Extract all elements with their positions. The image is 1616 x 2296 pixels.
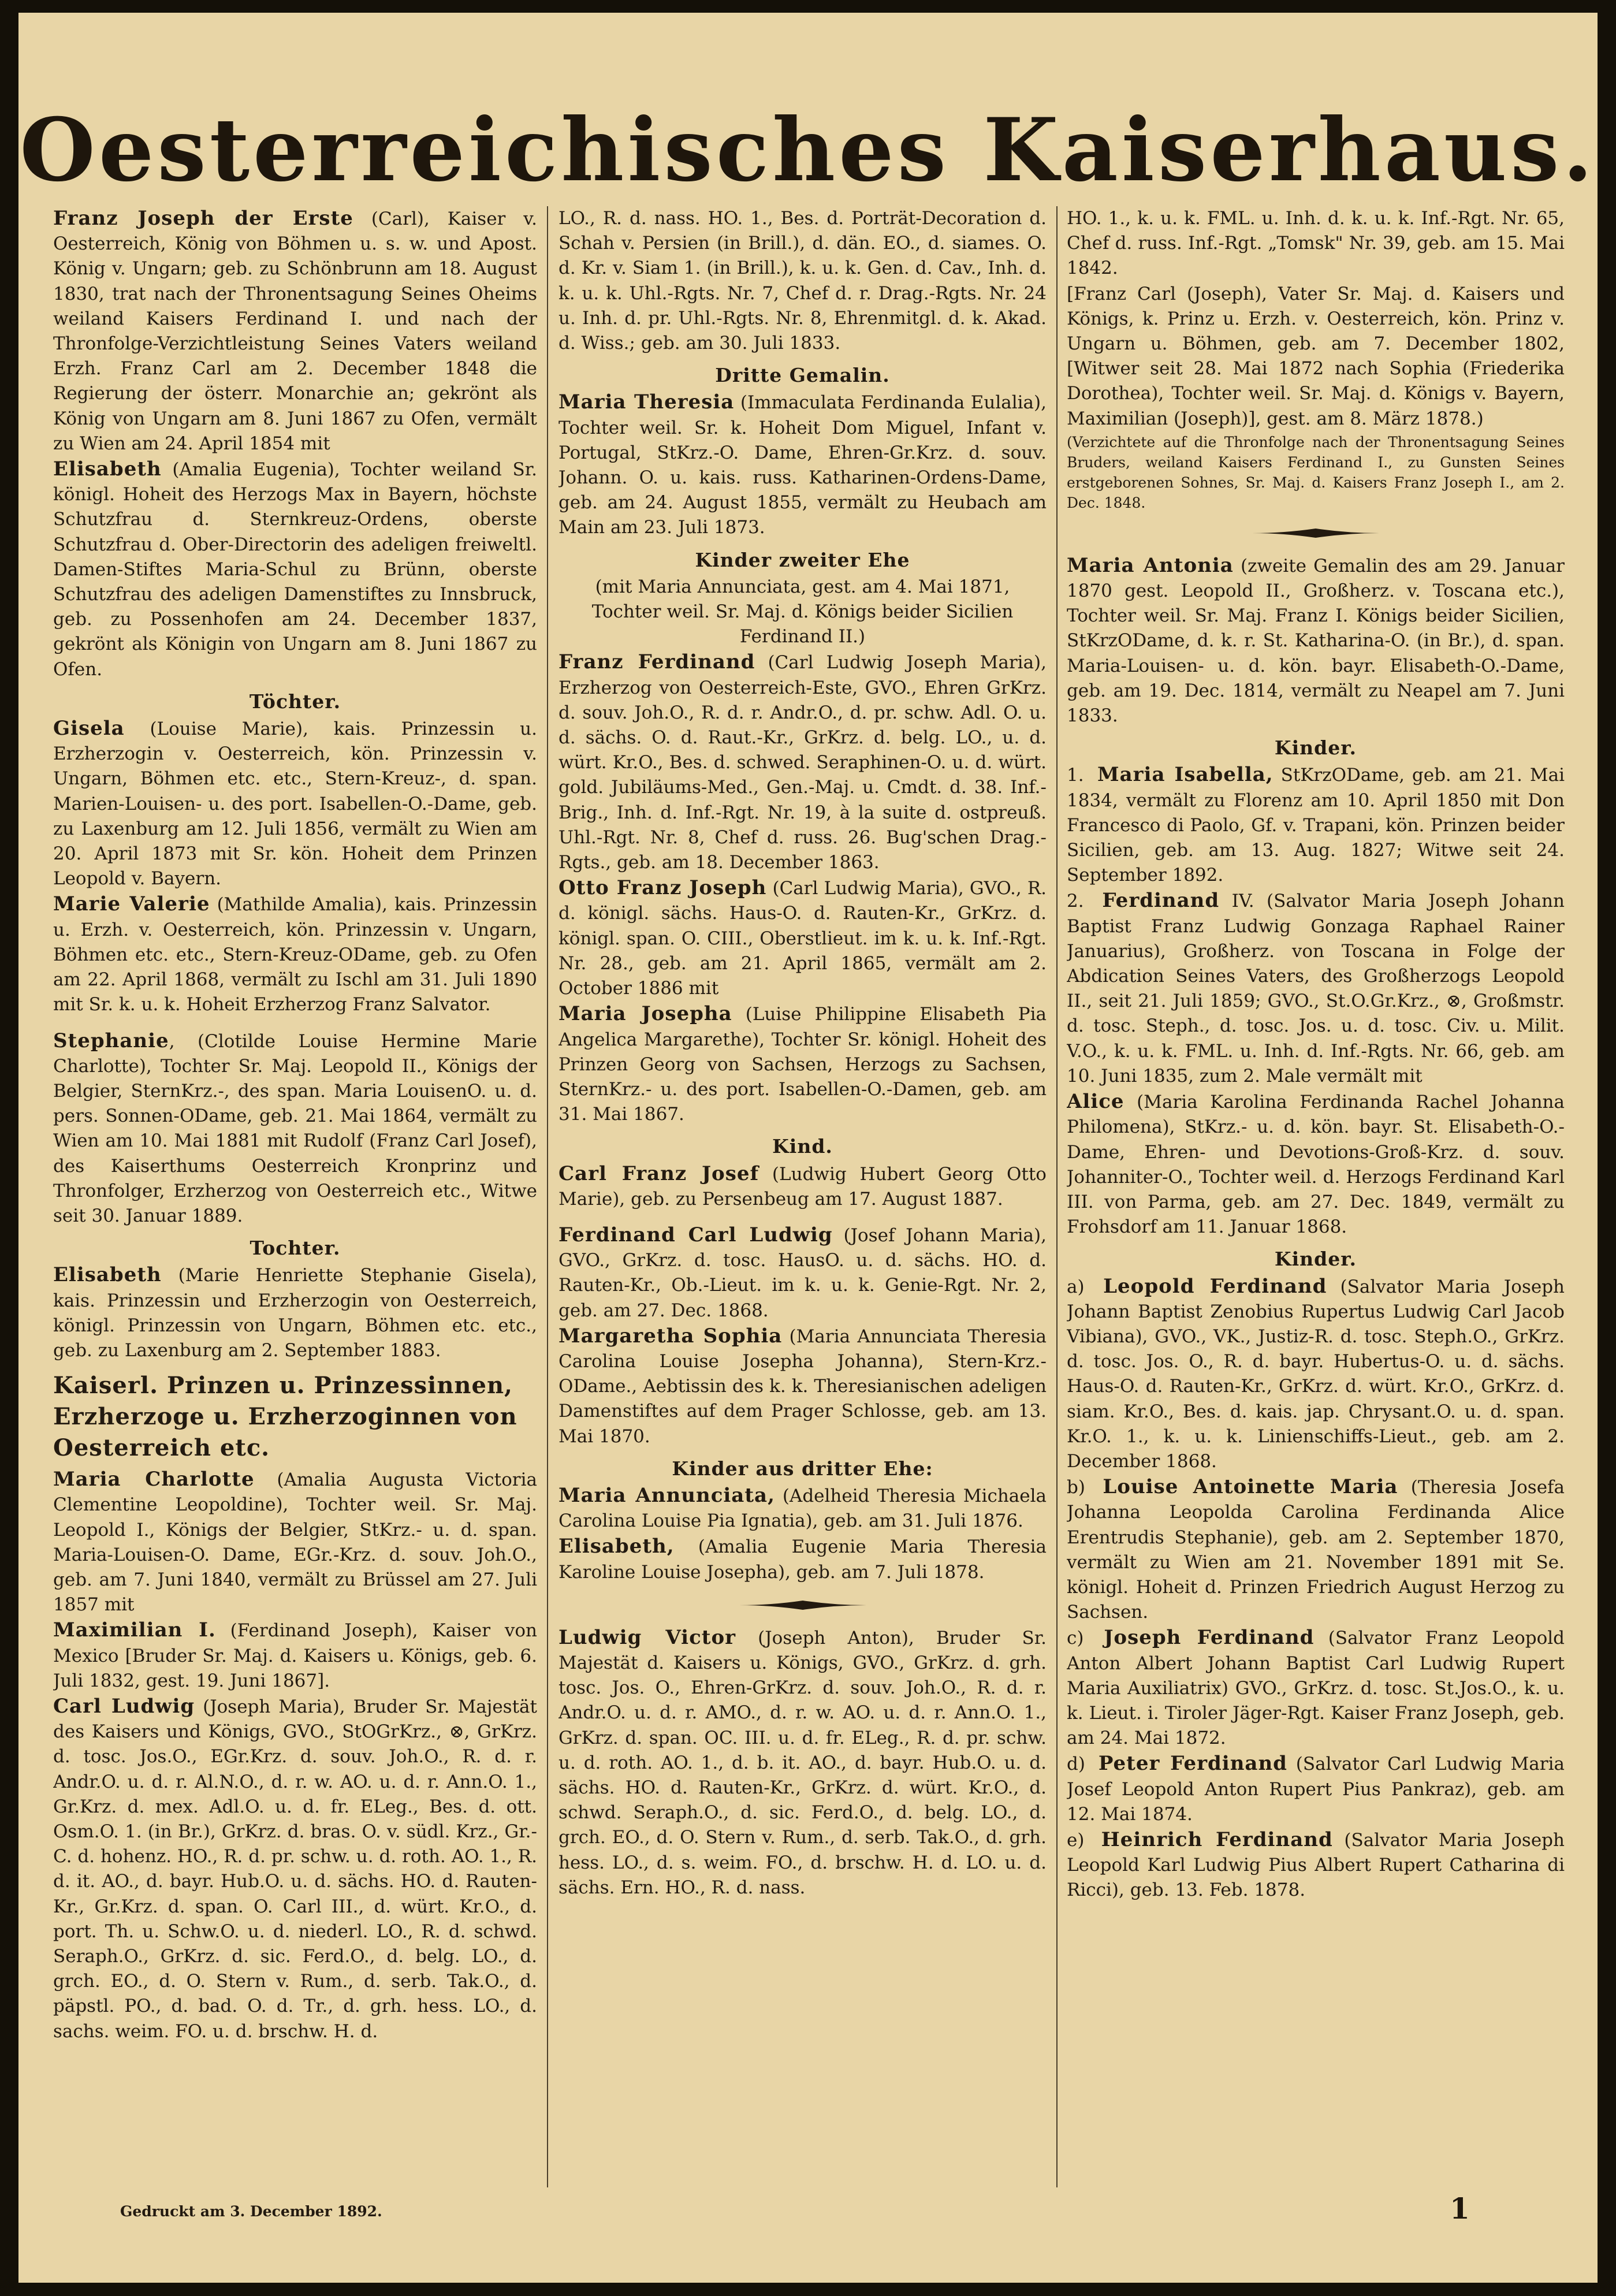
column-divider [547, 206, 548, 2187]
entry-number: a) [1067, 1276, 1085, 1297]
person-name: Leopold Ferdinand [1103, 1274, 1327, 1298]
person-name: Peter Ferdinand [1098, 1752, 1287, 1776]
entry [53, 1618, 537, 1694]
page-number: 1 [1450, 2191, 1470, 2226]
entry-number: d) [1067, 1754, 1085, 1775]
entry-text: (Ludwig Hubert Georg Otto Marie), geb. zu Persenbeug am 17. August 1887. [558, 1163, 1047, 1210]
entry-text: (Marie Henriette Stephanie Gisela), kais. Prinzessin und Erzherzogin von Oesterreich, königl. Prinzessin von Ungarn, Böhmen etc. etc., geb. zu Laxenburg am 2. September 1883. [53, 1265, 537, 1361]
entry-text: StKrzODame, geb. am 21. Mai 1834, vermält zu Florenz am 10. April 1850 mit Don Francesco di Paolo, Gf. v. Trapani, kön. Prinzen beider Sicilien, geb. am 13. Aug. 1827; Witwe seit 24. September 1892. [1067, 765, 1565, 886]
entry [1067, 1274, 1565, 1475]
person-name: Maria Isabella, [1097, 763, 1274, 787]
entry-number: b) [1067, 1477, 1085, 1498]
entry-text: LO., R. d. nass. HO. 1., Bes. d. Porträt-Decoration d. Schah v. Persien (in Brill.), d. dän. EO., d. siames. O. d. Kr. v. Siam 1. (in Brill.), k. u. k. Gen. d. Cav., Inh. d. k. u. k. Uhl.-Rgts. Nr. 7, Chef d. r. Drag.-Rgts. Nr. 24 u. Inh. d. pr. Uhl.-Rgts. Nr. 8, Ehrenmitgl. d. k. Akad. d. Wiss.; geb. am 30. Juli 1833. [558, 208, 1047, 354]
entry [53, 1029, 537, 1229]
entry [1067, 282, 1565, 431]
entry-text: (Luise Philippine Elisabeth Pia Angelica Margarethe), Tochter Sr. königl. Hoheit des Prinzen Georg von Sachsen, Herzogs zu Sachsen, SternKrz.- u. des port. Isabellen-O.-Damen, geb. am 31. Mai 1867. [558, 1004, 1047, 1125]
entry-text: (zweite Gemalin des am 29. Januar 1870 gest. Leopold II., Großherz. v. Toscana etc.), Tochter weil. Sr. Maj. Franz I. Königs beider Sicilien, StKrzODame, d. k. r. St. Katharina-O. (in Br.), d. span. Maria-Louisen- u. d. kön. bayr. Elisabeth-O.-Dame, geb. am 19. Dec. 1814, vermält zu Neapel am 7. Juni 1833. [1067, 555, 1565, 727]
entry [1067, 553, 1565, 728]
person-name: Maximilian I. [53, 1618, 216, 1642]
entry [1067, 1828, 1565, 1903]
entry [558, 1625, 1047, 1900]
entry [53, 457, 537, 682]
entry-text: (Salvator Maria Joseph Johann Baptist Zenobius Rupertus Ludwig Carl Jacob Vibiana), GVO., VK., Justiz-R. d. tosc. Steph.O., GrKrz. d. tosc. Jos. O., R. d. bayr. Hubertus-O. u. d. sächs. Haus-O. d. Rauten-Kr., GrKrz. d. würt. Kr.O., GrKrz. d. siam. Kr.O., Bes. d. kais. jap. Chrysant.O. u. d. span. Kr.O. 1., k. u. k. Linienschiffs-Lieut., geb. am 2. December 1868. [1067, 1276, 1565, 1472]
entry [1067, 1089, 1565, 1240]
entry-text: (Theresia Josefa Johanna Leopolda Carolina Ferdinanda Alice Erentrudis Stephanie), geb. am 2. September 1870, vermält zu Wien am 21. November 1891 mit Se. königl. Hoheit d. Prinzen Friedrich August Herzog zu Sachsen. [1067, 1477, 1565, 1623]
entry [53, 892, 537, 1017]
person-name: Otto Franz Joseph [558, 876, 767, 900]
person-name: Elisabeth, [558, 1535, 675, 1558]
section-heading: Töchter. [249, 690, 341, 713]
person-name: Franz Joseph der Erste [53, 207, 353, 230]
entry-number: e) [1067, 1829, 1085, 1851]
person-name: Maria Annunciata, [558, 1483, 775, 1507]
entry-text: , (Clotilde Louise Hermine Marie Charlotte), Tochter Sr. Maj. Leopold II., Königs der Belgier, SternKrz.-, des span. Maria LouisenO. u. d. pers. Sonnen-ODame, geb. 21. Mai 1864, vermält zu Wien am 10. Mai 1881 mit Rudolf (Franz Carl Josef), des Kaiserthums Oesterreich Kronprinz und Thronfolger, Erzherzog von Oesterreich etc., Witwe seit 30. Januar 1889. [53, 1030, 537, 1226]
entry-text: (Maria Annunciata Theresia Carolina Louise Josepha Johanna), Stern-Krz.-ODame., Aebtissin des k. k. Theresianischen adeligen Damenstiftes auf dem Prager Schlosse, geb. am 13. Mai 1870. [558, 1326, 1047, 1447]
parenthetical-note: (mit Maria Annunciata, gest. am 4. Mai 1871, Tochter weil. Sr. Maj. d. Königs beider Sicilien Ferdinand II.) [591, 576, 1014, 648]
entry [558, 876, 1047, 1001]
person-name: Louise Antoinette Maria [1103, 1475, 1398, 1499]
person-name: Maria Antonia [1067, 553, 1234, 577]
entry-text: (Joseph Anton), Bruder Sr. Majestät d. Kaisers u. Königs, GVO., GrKrz. d. grh. tosc. Jos. O., Ehren-GrKrz. d. souv. Joh.O., R. d. r. Andr.O. u. d. r. AMO., d. r. w. AO. u. d. r. Ann.O. 1., GrKrz. d. span. OC. III. u. d. fr. ELeg., R. d. pr. schw. u. d. roth. AO. 1., d. b. it. AO., d. bayr. Hub.O. u. d. sächs. HO. d. Rauten-Kr., GrKrz. d. würt. Kr.O., d. schwd. Seraph.O., d. sic. Ferd.O., d. belg. LO., d. grch. EO., d. O. Stern v. Rum., d. serb. Tak.O., d. grh. hess. LO., d. s. weim. FO., d. brschw. H. d. LO. u. d. sächs. Ern. HO., R. d. nass. [558, 1627, 1047, 1898]
entry-text: [Franz Carl (Joseph), Vater Sr. Maj. d. Kaisers und Königs, k. Prinz u. Erzh. v. Oesterreich, kön. Prinz v. Ungarn u. Böhmen, geb. am 7. December 1802, [Witwer seit 28. Mai 1872 nach Sophia (Friederika Dorothea), Tochter weil. Sr. Maj. d. Königs v. Bayern, Maximilian (Joseph)], gest. am 8. März 1878.) [1067, 283, 1565, 429]
section-heading: Kaiserl. Prinzen u. Prinzessinnen, Erzherzoge u. Erzherzoginnen von Oesterreich etc. [53, 1372, 517, 1462]
person-name: Maria Charlotte [53, 1468, 255, 1491]
spacer [558, 1212, 1047, 1223]
person-name: Maria Theresia [558, 390, 735, 414]
entry [53, 716, 537, 891]
entry-text: (Josef Johann Maria), GVO., GrKrz. d. tosc. HausO. u. d. sächs. HO. d. Rauten-Kr., Ob.-Lieut. im k. u. k. Genie-Rgt. Nr. 2, geb. am 27. Dec. 1868. [558, 1225, 1047, 1321]
entry [1067, 1475, 1565, 1625]
column-divider [1056, 206, 1058, 2187]
entry-text: (Louise Marie), kais. Prinzessin u. Erzherzogin v. Oesterreich, kön. Prinzessin v. Ungarn, Böhmen etc. etc., Stern-Kreuz-, d. span. Marien-Louisen- u. des port. Isabellen-O.-Dame, geb. zu Laxenburg am 12. Juli 1856, vermält zu Wien am 20. April 1873 mit Sr. kön. Hoheit dem Prinzen Leopold v. Bayern. [53, 719, 537, 890]
entry [1067, 1751, 1565, 1827]
person-name: Carl Ludwig [53, 1694, 195, 1718]
entry [53, 206, 537, 456]
page-title: Oesterreichisches Kaiserhaus. [20, 99, 1596, 201]
person-name: Alice [1067, 1090, 1125, 1114]
person-name: Franz Ferdinand [558, 650, 755, 674]
entry [558, 1324, 1047, 1449]
print-date: Gedruckt am 3. December 1892. [120, 2203, 382, 2220]
entry-text: (Carl Ludwig Joseph Maria), Erzherzog von Oesterreich-Este, GVO., Ehren GrKrz. d. souv. Joh.O., R. d. r. Andr.O., d. pr. schw. Adl. O. u. d. sächs. O. d. Raut.-Kr., GrKrz. d. belg. LO., u. d. würt. Kr.O., Bes. d. schwed. Seraphinen-O. u. d. würt. gold. Jubiläums-Med., Gen.-Maj. u. Cmdt. d. 38. Inf.-Brig., Inh. d. Inf.-Rgt. Nr. 19, à la suite d. ostpreuß. Uhl.-Rgt. Nr. 8, Chef d. russ. 26. Bug'schen Drag.-Rgts., geb. am 18. December 1863. [558, 652, 1047, 873]
person-name: Joseph Ferdinand [1104, 1626, 1315, 1650]
entry-text: (Salvator Carl Ludwig Maria Josef Leopold Anton Rupert Pius Pankraz), geb. am 12. Mai 1874. [1067, 1754, 1565, 1825]
person-name: Margaretha Sophia [558, 1324, 783, 1348]
section-heading: Kinder zweiter Ehe [695, 548, 910, 571]
entry [558, 1534, 1047, 1584]
entry-text: (Carl), Kaiser v. Oesterreich, König von Böhmen u. s. w. und Apost. König v. Ungarn; geb. zu Schönbrunn am 18. August 1830, trat nach der Thronentsagung Seines Oheims weiland Kaisers Ferdinand I. und nach der Thronfolge-Verzichtleistung Seines Vaters weiland Erzh. Franz Carl am 2. December 1848 die Regierung der österr. Monarchie an; gekrönt als König von Ungarn am 8. Juni 1867 zu Ofen, vermält zu Wien am 24. April 1854 mit [53, 209, 537, 454]
entry [558, 390, 1047, 540]
entry-text: (Amalia Eugenie Maria Theresia Karoline Louise Josepha), geb. am 7. Juli 1878. [558, 1536, 1047, 1583]
entry-number: c) [1067, 1628, 1084, 1649]
person-name: Carl Franz Josef [558, 1162, 759, 1185]
entry-text: (Immaculata Ferdinanda Eulalia), Tochter weil. Sr. k. Hoheit Dom Miguel, Infant v. Portugal, StKrz.-O. Dame, Ehren-Gr.Krz. d. souv. Johann. O. u. kais. russ. Katharinen-Ordens-Dame, geb. am 24. August 1855, vermält zu Heubach am Main am 23. Juli 1873. [558, 392, 1047, 538]
entry [558, 1483, 1047, 1534]
person-name: Marie Valerie [53, 892, 210, 916]
small-note: (Verzichtete auf die Thronfolge nach der Thronentsagung Seines Bruders, weiland Kaisers Ferdinand I., zu Gunsten Seines erstgeborenen Sohnes, Sr. Maj. d. Kaisers Franz Joseph I., am 2. Dec. 1848. [1067, 433, 1565, 511]
entry [53, 1467, 537, 1617]
column-3 [1067, 206, 1565, 2187]
entry [558, 650, 1047, 875]
entry-text: (Salvator Franz Leopold Anton Albert Johann Baptist Carl Ludwig Rupert Maria Auxiliatrix) GVO., GrKrz. d. tosc. St.Jos.O., k. u. k. Lieut. i. Tiroler Jäger-Rgt. Kaiser Franz Joseph, geb. am 24. Mai 1872. [1067, 1628, 1565, 1749]
ornament-divider [1249, 526, 1382, 541]
person-name: Heinrich Ferdinand [1101, 1828, 1333, 1851]
entry [1067, 888, 1565, 1089]
section-heading: Kinder. [1274, 1248, 1357, 1271]
entry-text: (Amalia Augusta Victoria Clementine Leopoldine), Tochter weil. Sr. Maj. Leopold I., Königs der Belgier, StKrz.- u. d. span. Maria-Louisen-O. Dame, EGr.-Krz. d. souv. Joh.O., geb. am 7. Juni 1840, vermält zu Brüssel am 27. Juli 1857 mit [53, 1469, 537, 1616]
entry [558, 1162, 1047, 1212]
person-name: Maria Josepha [558, 1002, 732, 1026]
person-name: Ludwig Victor [558, 1625, 736, 1649]
person-name: Ferdinand [1102, 889, 1220, 913]
person-name: Elisabeth [53, 457, 162, 481]
entry [558, 1223, 1047, 1323]
newspaper-page [18, 13, 1598, 2283]
entry [53, 1263, 537, 1363]
entry-number: 2. [1067, 891, 1084, 912]
entry-text: (Joseph Maria), Bruder Sr. Majestät des Kaisers und Königs, GVO., StOGrKrz., ⊗, GrKrz. d. tosc. Jos.O., EGr.Krz. d. souv. Joh.O., R. d. r. Andr.O. u. d. r. Al.N.O., d. r. w. AO. u. d. r. Ann.O. 1., Gr.Krz. d. mex. Adl.O. u. d. fr. ELeg., Bes. d. ott. Osm.O. 1. (in Br.), GrKrz. d. bras. O. v. südl. Krz., Gr.-C. d. hohenz. HO., R. d. pr. schw. u. d. roth. AO. 1., R. d. it. AO., d. bayr. Hub.O. u. d. sächs. HO. d. Rauten-Kr., Gr.Krz. d. span. O. Carl III., d. würt. Kr.O., d. port. Th. u. Schw.O. u. d. niederl. LO., R. d. schwd. Seraph.O., GrKrz. d. sic. Ferd.O., d. belg. LO., d. grch. EO., d. O. Stern v. Rum., d. serb. Tak.O., d. päpstl. PO., d. bad. O. d. Tr., d. grh. hess. LO., d. sachs. weim. FO. u. d. brschw. H. d. [53, 1696, 537, 2042]
column-2 [558, 206, 1047, 2187]
entry [1067, 1625, 1565, 1751]
section-heading: Kind. [772, 1135, 833, 1158]
person-name: Gisela [53, 717, 125, 740]
section-heading: Kinder. [1274, 736, 1357, 760]
entry-number: 1. [1067, 765, 1084, 786]
section-heading: Tochter. [250, 1237, 341, 1260]
entry-text: (Ferdinand Joseph), Kaiser von Mexico [Bruder Sr. Maj. d. Kaisers u. Königs, geb. 6. Juli 1832, gest. 19. Juni 1867]. [53, 1620, 537, 1691]
spacer [53, 1018, 537, 1029]
person-name: Elisabeth [53, 1263, 162, 1287]
entry-text: HO. 1., k. u. k. FML. u. Inh. d. k. u. k. Inf.-Rgt. Nr. 65, Chef d. russ. Inf.-Rgt. „Tomsk" Nr. 39, geb. am 15. Mai 1842. [1067, 208, 1565, 279]
section-heading: Dritte Gemalin. [715, 364, 890, 387]
entry-text: (Adelheid Theresia Michaela Carolina Louise Pia Ignatia), geb. am 31. Juli 1876. [558, 1485, 1047, 1532]
entry-text: (Mathilde Amalia), kais. Prinzessin u. Erzh. v. Oesterreich, kön. Prinzessin v. Ungarn, Böhmen etc. etc., Stern-Kreuz-ODame, geb. zu Ofen am 22. April 1868, vermält zu Ischl am 31. Juli 1890 mit Sr. k. u. k. Hoheit Erzherzog Franz Salvator. [53, 894, 537, 1015]
entry-text: IV. (Salvator Maria Joseph Johann Baptist Franz Ludwig Gonzaga Raphael Rainer Januarius), Großherz. von Toscana in Folge der Abdication Seines Vaters, des Großherzogs Leopold II., seit 21. Juli 1859; GVO., St.O.Gr.Krz., ⊗, Großmstr. d. tosc. Steph., d. tosc. Jos. u. d. tosc. Civ. u. Milit. V.O., k. u. k. FML. u. Inh. d. Inf.-Rgts. Nr. 66, geb. am 10. Juni 1835, zum 2. Male vermält mit [1067, 891, 1565, 1086]
section-heading: Kinder aus dritter Ehe: [672, 1457, 933, 1480]
ornament-divider [736, 1598, 869, 1613]
entry-text: (Salvator Maria Joseph Leopold Karl Ludwig Pius Albert Rupert Catharina di Ricci), geb. 13. Feb. 1878. [1067, 1829, 1565, 1901]
entry-text: (Carl Ludwig Maria), GVO., R. d. königl. sächs. Haus-O. d. Rauten-Kr., GrKrz. d. königl. span. O. CIII., Oberstlieut. im k. u. k. Inf.-Rgt. Nr. 28., geb. am 21. April 1865, vermält am 2. October 1886 mit [558, 878, 1047, 999]
column-1 [53, 206, 537, 2187]
entry-text: (Maria Karolina Ferdinanda Rachel Johanna Philomena), StKrz.- u. d. kön. bayr. St. Elisabeth-O.-Dame, Ehren- und Devotions-Groß-Krz. d. souv. Johanniter-O., Tochter weil. d. Herzogs Ferdinand Karl III. von Parma, geb. am 27. Dec. 1849, vermält zu Frohsdorf am 11. Januar 1868. [1067, 1092, 1565, 1238]
entry [53, 1694, 537, 2044]
entry [558, 206, 1047, 356]
entry [558, 1002, 1047, 1127]
person-name: Stephanie [53, 1029, 169, 1052]
entry [1067, 762, 1565, 888]
person-name: Ferdinand Carl Ludwig [558, 1223, 833, 1246]
entry-text: (Amalia Eugenia), Tochter weiland Sr. königl. Hoheit des Herzogs Max in Bayern, höchste Schutzfrau d. Sternkreuz-Ordens, oberste Schutzfrau d. Ober-Directorin des adeligen freiweltl. Damen-Stiftes Maria-Schul zu Brünn, oberste Schutzfrau des adeligen Damenstiftes zu Innsbruck, geb. zu Possenhofen am 24. December 1837, gekrönt als Königin von Ungarn am 8. Juni 1867 zu Ofen. [53, 459, 537, 680]
entry [1067, 206, 1565, 281]
